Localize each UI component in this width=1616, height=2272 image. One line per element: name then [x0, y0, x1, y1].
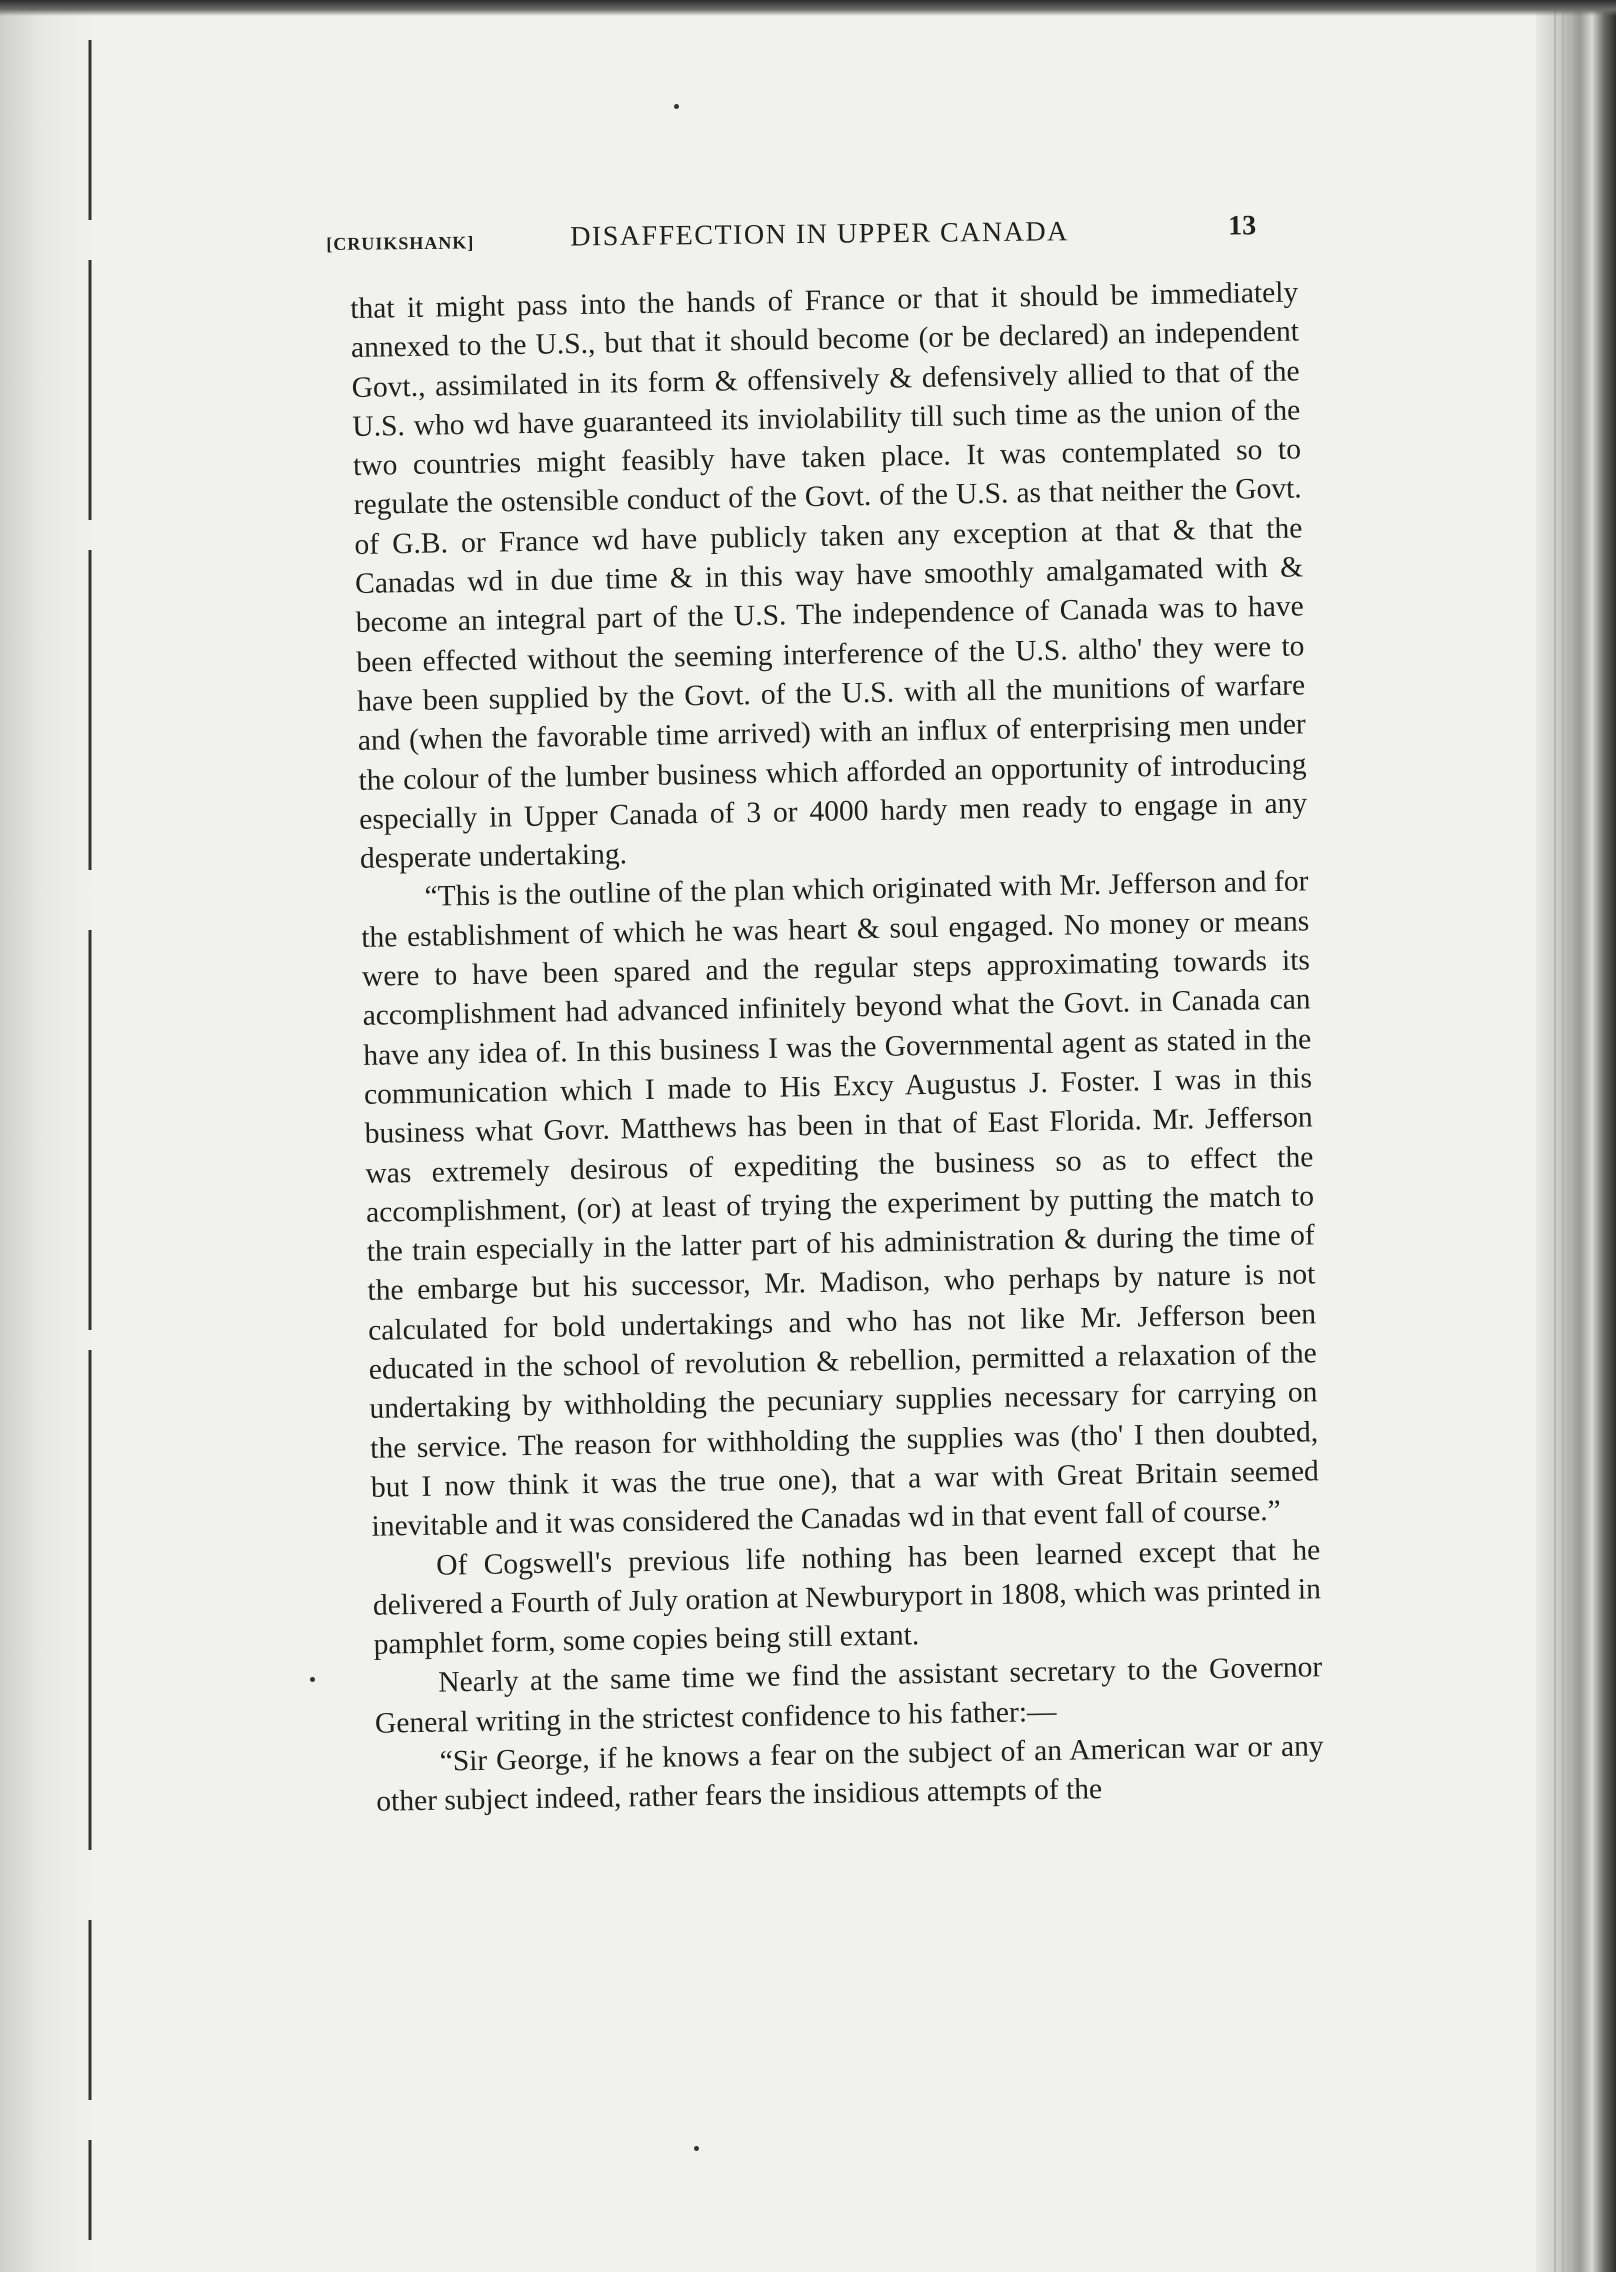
paragraph: Nearly at the same time we find the assistant secretary to the Governor General writing in the strictest confidence to his father:— — [374, 1651, 1323, 1740]
dust-speck — [694, 2146, 699, 2151]
paragraph: Of Cogswell's previous life nothing has been learned except that he delivered a Fourth of July oration at Newburyport in 1808, which was printed in pamphlet form, some copies being still extant. — [372, 1533, 1322, 1661]
paragraph: that it might pass into the hands of France or that it should be immediately annexed to the U.S., but that it should become (or be declared) an independent Govt., assimilated in its form & offensively & defensively allied to that of the U.S. who wd have guaranteed its inviolability till such time as the union of the two countries might feasibly have taken place. It was contemplated so to regulate the ostensible conduct of the Govt. of the U.S. as that neither the Govt. of G.B. or France wd have publicly taken any exception at that & that the Canadas wd in due time & in this way have smoothly amalgamated with & become an integral part of the U.S. The independence of Canada was to have been effected without the seeming interference of the U.S. altho' they were to have been supplied by the Govt. of the U.S. with all the munitions of warfare and (when the favorable time arrived) with an influx of enterprising men under the colour of the lumber business which afforded an opportunity of introducing especially in Upper Canada of 3 or 4000 hardy men ready to engage in any desperate undertaking. — [350, 276, 1308, 876]
dust-speck — [674, 104, 679, 109]
paragraph: “Sir George, if he knows a fear on the subject of an American war or any other subject indeed, rather fears the insidious attempts of the — [376, 1730, 1324, 1819]
paragraph: “This is the outline of the plan which originated with Mr. Jefferson and for the establishment of which he was heart & soul engaged. No money or means were to have been spared and the regular steps approximating towards its accomplishment had advanced infinitely beyond what the Govt. in Canada can have any idea of. In this business I was the Governmental agent as stated in the communication which I made to His Excy Augustus J. Foster. I was in this business what Govr. Matthews has been in that of East Florida. Mr. Jefferson was extremely desirous of expediting the business so as to effect the accomplishment, (or) at least of trying the experiment by putting the match to the train especially in the latter part of his administration & during the time of the embarge but his successor, Mr. Madison, who perhaps by nature is not calculated for bold undertakings and who has not like Mr. Jefferson been educated in the school of revolution & rebellion, permitted a relaxation of the undertaking by withholding the pecuniary supplies necessary for carrying on the service. The reason for withholding the supplies was (tho' I then doubted, but I now think it was the true one), that a war with Great Britain seemed inevitable and it was considered the Canadas wd in that event fall of course.” — [361, 865, 1320, 1544]
running-head — [326, 206, 1276, 268]
dust-speck — [310, 1677, 315, 1682]
body-text — [350, 273, 1325, 1822]
page-number: 13 — [1227, 210, 1257, 242]
running-head-title: DISAFFECTION IN UPPER CANADA — [570, 216, 1069, 253]
running-head-author: [CRUIKSHANK] — [326, 232, 475, 254]
